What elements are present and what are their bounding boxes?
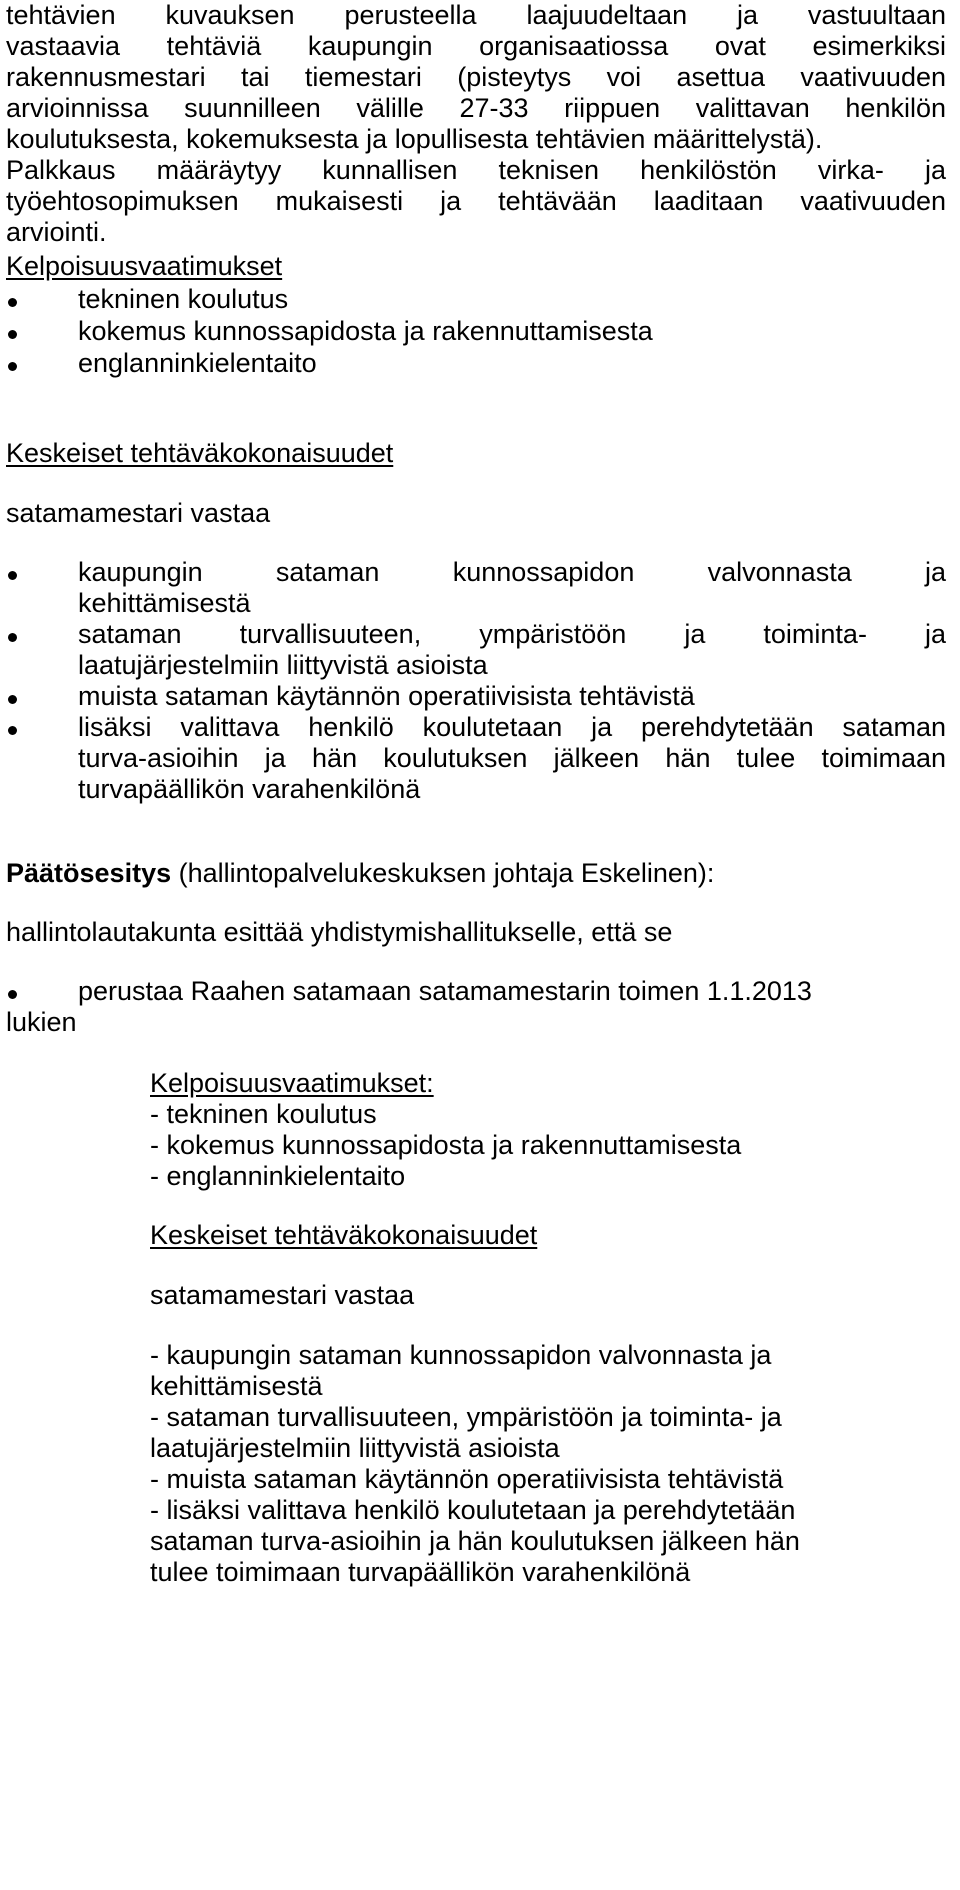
list-item-continuation: laatujärjestelmiin liittyvistä asioista bbox=[150, 1433, 560, 1463]
qualifications-heading: Kelpoisuusvaatimukset bbox=[6, 251, 283, 281]
bullet-icon bbox=[8, 633, 17, 642]
intro-line: rakennusmestari tai tiemestari (pisteytys voi asettua vaativuuden bbox=[6, 62, 946, 92]
proposal-statement: hallintolautakunta esittää yhdistymishallitukselle, että se bbox=[6, 917, 673, 947]
sub-duties-heading: Keskeiset tehtäväkokonaisuudet bbox=[150, 1220, 538, 1250]
intro-line: Palkkaus määräytyy kunnallisen teknisen henkilöstön virka- ja bbox=[6, 155, 946, 185]
proposal-line bbox=[6, 858, 714, 889]
intro-line: työehtosopimuksen mukaisesti ja tehtävään laaditaan vaativuuden bbox=[6, 186, 946, 216]
list-item: - englanninkielentaito bbox=[150, 1161, 406, 1191]
list-item: tekninen koulutus bbox=[78, 284, 289, 314]
list-item: - sataman turvallisuuteen, ympäristöön ja toiminta- ja bbox=[150, 1402, 782, 1432]
list-item: - kokemus kunnossapidosta ja rakennuttamisesta bbox=[150, 1130, 742, 1160]
list-item-continuation: turvapäällikön varahenkilönä bbox=[78, 774, 421, 804]
list-item-continuation: kehittämisestä bbox=[78, 588, 251, 618]
list-item: perustaa Raahen satamaan satamamestarin toimen 1.1.2013 bbox=[78, 976, 812, 1006]
duties-intro: satamamestari vastaa bbox=[6, 498, 271, 528]
list-item-continuation: laatujärjestelmiin liittyvistä asioista bbox=[78, 650, 488, 680]
list-item: kokemus kunnossapidosta ja rakennuttamisesta bbox=[78, 316, 653, 346]
list-item-continuation: kehittämisestä bbox=[150, 1371, 323, 1401]
intro-line: arviointi. bbox=[6, 217, 107, 247]
intro-line: koulutuksesta, kokemuksesta ja lopullisesta tehtävien määrittelystä). bbox=[6, 124, 823, 154]
proposal-label: Päätösesitys bbox=[6, 858, 172, 888]
bullet-icon bbox=[8, 362, 17, 371]
intro-line: vastaavia tehtäviä kaupungin organisaatiossa ovat esimerkiksi bbox=[6, 31, 946, 61]
bullet-icon bbox=[8, 298, 17, 307]
list-item: - lisäksi valittava henkilö koulutetaan ja perehdytetään bbox=[150, 1495, 796, 1525]
list-item: sataman turvallisuuteen, ympäristöön ja toiminta- ja bbox=[78, 619, 946, 649]
bullet-icon bbox=[8, 990, 17, 999]
list-item: muista sataman käytännön operatiivisista tehtävistä bbox=[78, 681, 695, 711]
bullet-icon bbox=[8, 330, 17, 339]
proposal-presenter: (hallintopalvelukeskuksen johtaja Eskelinen): bbox=[171, 858, 715, 888]
sub-duties-intro: satamamestari vastaa bbox=[150, 1280, 415, 1310]
list-item-continuation: turva-asioihin ja hän koulutuksen jälkeen hän tulee toimimaan bbox=[78, 743, 946, 773]
list-item: lisäksi valittava henkilö koulutetaan ja perehdytetään sataman bbox=[78, 712, 946, 742]
bullet-icon bbox=[8, 695, 17, 704]
bullet-icon bbox=[8, 726, 17, 735]
list-item: - tekninen koulutus bbox=[150, 1099, 377, 1129]
duties-heading: Keskeiset tehtäväkokonaisuudet bbox=[6, 438, 394, 468]
sub-qualifications-heading: Kelpoisuusvaatimukset: bbox=[150, 1068, 434, 1098]
list-item-continuation: sataman turva-asioihin ja hän koulutuksen jälkeen hän bbox=[150, 1526, 800, 1556]
bullet-icon bbox=[8, 571, 17, 580]
intro-line: tehtävien kuvauksen perusteella laajuudeltaan ja vastuultaan bbox=[6, 0, 946, 30]
intro-line: arvioinnissa suunnilleen välille 27-33 riippuen valittavan henkilön bbox=[6, 93, 946, 123]
list-item-continuation: lukien bbox=[6, 1007, 77, 1037]
list-item: englanninkielentaito bbox=[78, 348, 317, 378]
list-item: - muista sataman käytännön operatiivisista tehtävistä bbox=[150, 1464, 784, 1494]
list-item-continuation: tulee toimimaan turvapäällikön varahenkilönä bbox=[150, 1557, 691, 1587]
list-item: kaupungin sataman kunnossapidon valvonnasta ja bbox=[78, 557, 946, 587]
list-item: - kaupungin sataman kunnossapidon valvonnasta ja bbox=[150, 1340, 772, 1370]
